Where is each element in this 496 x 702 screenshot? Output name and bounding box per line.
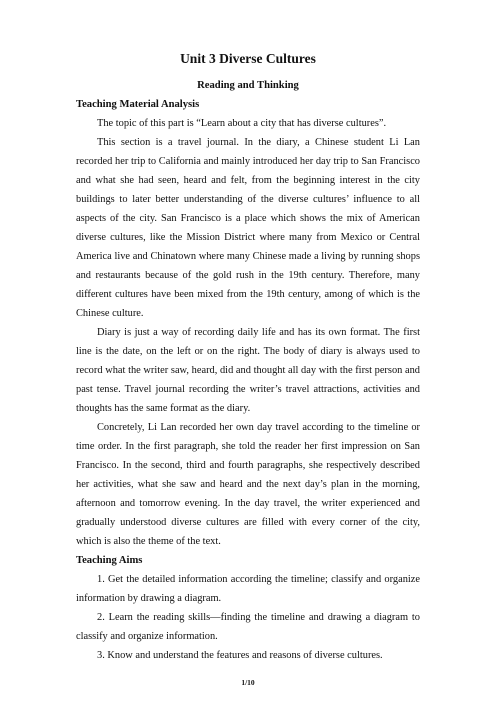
paragraph: Diary is just a way of recording daily life and has its own format. The first line is the date, on the left or on the right. The body of diary is always used to record what the writer saw, heard, did and thought all day with the first person and past tense. Travel journal recording the writer’s travel attractions, activities and thoughts has the same format as the diary. bbox=[76, 327, 420, 414]
aim-item: 3. Know and understand the features and reasons of diverse cultures. bbox=[97, 650, 383, 661]
aim-item: 1. Get the detailed information according the timeline; classify and organize information by drawing a diagram. bbox=[76, 574, 420, 604]
paragraph: The topic of this part is “Learn about a city that has diverse cultures”. bbox=[97, 118, 387, 129]
heading-teaching-material-analysis: Teaching Material Analysis bbox=[76, 99, 200, 110]
document-page bbox=[76, 0, 420, 665]
section-subtitle: Reading and Thinking bbox=[197, 80, 299, 91]
aim-item: 2. Learn the reading skills—finding the timeline and drawing a diagram to classify and organize information. bbox=[76, 612, 420, 642]
heading-teaching-aims: Teaching Aims bbox=[76, 555, 143, 566]
paragraph: This section is a travel journal. In the diary, a Chinese student Li Lan recorded her trip to California and mainly introduced her day trip to San Francisco and what she had seen, heard and felt, from the beginning interest in the city buildings to later better understanding of the diverse cultures’ influence to all aspects of the city. San Francisco is a place which shows the mix of American diverse cultures, like the Mission District where many from Mexico or Central America live and Chinatown where many Chinese made a living by running shops and restaurants because of the gold rush in the 19th century. Therefore, many different cultures have been mixed from the 19th century, among of which is the Chinese culture. bbox=[76, 137, 420, 319]
page-number: 1/10 bbox=[241, 678, 255, 687]
paragraph: Concretely, Li Lan recorded her own day travel according to the timeline or time order. In the first paragraph, she told the reader her first impression on San Francisco. In the second, third and fourth paragraphs, she respectively described her activities, what she saw and heard and the next day’s plan in the morning, afternoon and tomorrow evening. In the day travel, the writer experienced and gradually understood diverse cultures are filled with every corner of the city, which is also the theme of the text. bbox=[76, 422, 420, 547]
document-title: Unit 3 Diverse Cultures bbox=[180, 51, 316, 66]
